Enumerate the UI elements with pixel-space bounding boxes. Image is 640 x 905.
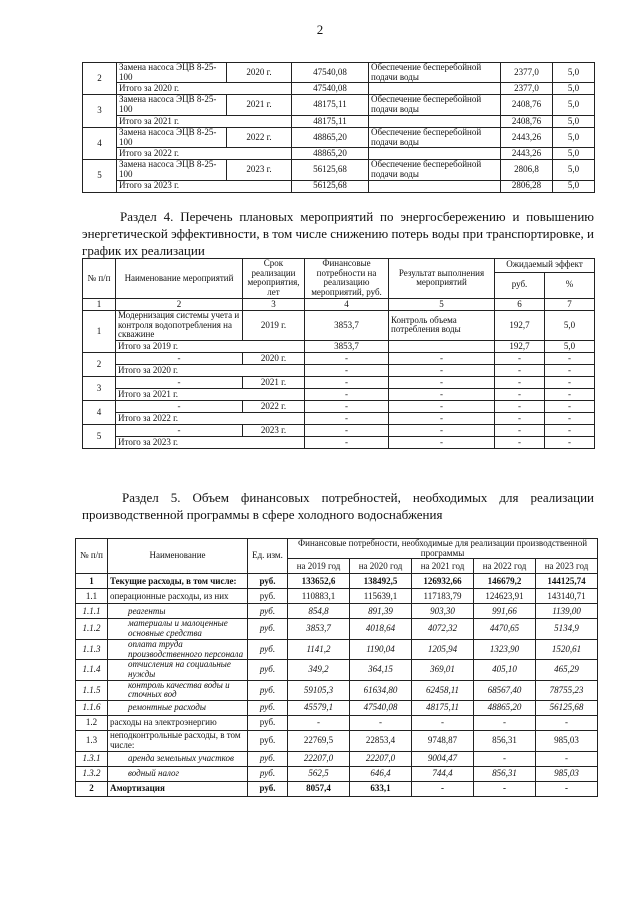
year-value: 48175,11 [412, 701, 474, 716]
effect-rub: 2806,8 [501, 160, 553, 180]
table-row [83, 353, 595, 365]
col-pct-header: % [545, 272, 595, 298]
page-number: 2 [316, 22, 324, 37]
total-row [83, 437, 595, 449]
year-value: 3853,7 [288, 619, 350, 639]
section-5-heading: Раздел 5. Объем финансовых потребностей, необходимых для реализации производственной программы в сфере холодного водоснабжения [82, 490, 594, 522]
total-row [83, 413, 595, 425]
row-number: 1 [76, 574, 108, 589]
total-label: Итого за 2021 г. [117, 115, 292, 127]
table-row [83, 63, 595, 83]
year-header: на 2021 год [412, 559, 474, 574]
year-value: 138492,5 [350, 574, 412, 589]
total-sum: 48175,11 [292, 115, 369, 127]
row-number: 4 [83, 127, 117, 159]
measure-result: - [389, 353, 495, 365]
item-name: отчисления на социальные нужды [108, 660, 248, 680]
item-name: операционные расходы, из них [108, 589, 248, 604]
table-row [76, 574, 598, 589]
year-value: 405,10 [474, 660, 536, 680]
total-result: - [389, 389, 495, 401]
row-number: 1 [83, 310, 116, 352]
year-value: 1520,61 [536, 639, 598, 659]
row-number: 1.1.1 [76, 604, 108, 619]
unit: руб. [248, 716, 288, 731]
year-value: - [288, 716, 350, 731]
effect-rub: - [495, 353, 545, 365]
year-value: 1139,00 [536, 604, 598, 619]
measures-table-body [83, 63, 595, 193]
measure-name: Замена насоса ЭЦВ 8-25-100 [117, 127, 227, 147]
item-name: неподконтрольные расходы, в том числе: [108, 731, 248, 751]
row-number: 1.3.1 [76, 751, 108, 766]
total-rub: 192,7 [495, 341, 545, 353]
measure-result: Обеспечение бесперебойной подачи воды [369, 63, 501, 83]
total-pct: - [545, 389, 595, 401]
year-value: 59105,3 [288, 680, 350, 700]
empty-cell [369, 148, 501, 160]
effect-pct: 5,0 [545, 310, 595, 340]
col-result-header: Результат выполнения мероприятий [389, 259, 495, 299]
total-sum: 3853,7 [305, 341, 389, 353]
empty-cell [389, 341, 495, 353]
measure-year: 2023 г. [243, 425, 305, 437]
total-sum: 56125,68 [292, 180, 369, 192]
total-result: - [389, 437, 495, 449]
table-row [76, 716, 598, 731]
fin-col-unit-header: Ед. изм. [248, 539, 288, 574]
table-row [83, 377, 595, 389]
effect-rub: - [495, 377, 545, 389]
measures-table-continuation [82, 62, 595, 193]
row-number: 5 [83, 425, 116, 449]
empty-cell [369, 83, 501, 95]
unit: руб. [248, 660, 288, 680]
year-value: 985,03 [536, 731, 598, 751]
row-number: 2 [76, 781, 108, 796]
measure-sum: 48175,11 [292, 95, 369, 115]
table-row [76, 604, 598, 619]
column-number: 7 [545, 298, 595, 310]
total-sum: - [305, 365, 389, 377]
fin-col-num-header: № п/п [76, 539, 108, 574]
total-pct: 5,0 [545, 341, 595, 353]
measure-result: Контроль объема потребления воды [389, 310, 495, 340]
total-sum: - [305, 437, 389, 449]
effect-pct: - [545, 353, 595, 365]
year-header: на 2023 год [536, 559, 598, 574]
item-name: реагенты [108, 604, 248, 619]
total-rub: 2408,76 [501, 115, 553, 127]
year-value: 5134,9 [536, 619, 598, 639]
col-fin-header: Финансовые потребности на реализацию мероприятий, руб. [305, 259, 389, 299]
year-value: 110883,1 [288, 589, 350, 604]
col-name-header: Наименование мероприятий [116, 259, 243, 299]
total-rub: 2377,0 [501, 83, 553, 95]
measure-year: 2020 г. [243, 353, 305, 365]
row-number: 2 [83, 63, 117, 95]
year-value: 45579,1 [288, 701, 350, 716]
year-value: 124623,91 [474, 589, 536, 604]
year-value: 4470,65 [474, 619, 536, 639]
measure-result: Обеспечение бесперебойной подачи воды [369, 95, 501, 115]
total-label: Итого за 2023 г. [117, 180, 292, 192]
table-row [76, 731, 598, 751]
year-value: 646,4 [350, 766, 412, 781]
measure-name: Замена насоса ЭЦВ 8-25-100 [117, 160, 227, 180]
measure-year: 2021 г. [243, 377, 305, 389]
total-pct: - [545, 437, 595, 449]
year-value: 22769,5 [288, 731, 350, 751]
year-value: 4018,64 [350, 619, 412, 639]
row-number: 4 [83, 401, 116, 425]
year-value: 891,39 [350, 604, 412, 619]
total-row [83, 341, 595, 353]
table-row [76, 701, 598, 716]
row-number: 1.3 [76, 731, 108, 751]
year-value: 856,31 [474, 731, 536, 751]
item-name: ремонтные расходы [108, 701, 248, 716]
year-value: 22207,0 [288, 751, 350, 766]
year-value: 744,4 [412, 766, 474, 781]
year-value: 22853,4 [350, 731, 412, 751]
col-effect-header: Ожидаемый эффект [495, 259, 595, 273]
total-pct: 5,0 [553, 115, 595, 127]
year-header: на 2020 год [350, 559, 412, 574]
total-rub: - [495, 413, 545, 425]
year-header: на 2022 год [474, 559, 536, 574]
year-value: - [474, 716, 536, 731]
year-value: 369,01 [412, 660, 474, 680]
total-rub: - [495, 389, 545, 401]
table-row [76, 680, 598, 700]
measure-name: - [116, 425, 243, 437]
year-value: 56125,68 [536, 701, 598, 716]
table-row [76, 781, 598, 796]
measure-year: 2023 г. [227, 160, 292, 180]
total-label: Итого за 2022 г. [116, 413, 305, 425]
total-label: Итого за 2022 г. [117, 148, 292, 160]
year-value: 1323,90 [474, 639, 536, 659]
column-number: 2 [116, 298, 243, 310]
year-value: 143140,71 [536, 589, 598, 604]
empty-cell [369, 115, 501, 127]
col-rub-header: руб. [495, 272, 545, 298]
measure-sum: - [305, 401, 389, 413]
item-name: аренда земельных участков [108, 751, 248, 766]
year-value: - [412, 781, 474, 796]
table-row [83, 95, 595, 115]
year-value: 144125,74 [536, 574, 598, 589]
year-value: 349,2 [288, 660, 350, 680]
unit: руб. [248, 680, 288, 700]
effect-pct: - [545, 377, 595, 389]
table-row [76, 660, 598, 680]
table-row [83, 310, 595, 340]
energy-saving-table [82, 258, 595, 449]
measure-year: 2020 г. [227, 63, 292, 83]
measure-year: 2019 г. [243, 310, 305, 340]
measure-name: - [116, 377, 243, 389]
unit: руб. [248, 751, 288, 766]
year-value: 4072,32 [412, 619, 474, 639]
year-value: - [536, 716, 598, 731]
measure-sum: 47540,08 [292, 63, 369, 83]
row-number: 3 [83, 95, 117, 127]
unit: руб. [248, 701, 288, 716]
item-name: оплата труда производственного персонала [108, 639, 248, 659]
year-value: 62458,11 [412, 680, 474, 700]
year-value: - [350, 716, 412, 731]
unit: руб. [248, 639, 288, 659]
year-value: 8057,4 [288, 781, 350, 796]
total-pct: 5,0 [553, 180, 595, 192]
total-pct: 5,0 [553, 83, 595, 95]
column-number: 6 [495, 298, 545, 310]
item-name: Амортизация [108, 781, 248, 796]
fin-col-name-header: Наименование [108, 539, 248, 574]
financial-needs-table [75, 538, 598, 797]
empty-cell [369, 180, 501, 192]
total-row [83, 180, 595, 192]
total-rub: - [495, 365, 545, 377]
year-value: 985,03 [536, 766, 598, 781]
total-row [83, 115, 595, 127]
year-value: 126932,66 [412, 574, 474, 589]
unit: руб. [248, 731, 288, 751]
total-result: - [389, 413, 495, 425]
measure-name: - [116, 353, 243, 365]
measure-sum: 56125,68 [292, 160, 369, 180]
total-pct: - [545, 413, 595, 425]
year-value: 903,30 [412, 604, 474, 619]
measure-name: - [116, 401, 243, 413]
total-rub: - [495, 437, 545, 449]
year-value: 856,31 [474, 766, 536, 781]
column-number: 5 [389, 298, 495, 310]
table-row [76, 589, 598, 604]
effect-rub: 2377,0 [501, 63, 553, 83]
year-value: 61634,80 [350, 680, 412, 700]
row-number: 1.1.5 [76, 680, 108, 700]
year-value: 854,8 [288, 604, 350, 619]
table-row [76, 619, 598, 639]
year-value: 48865,20 [474, 701, 536, 716]
row-number: 2 [83, 353, 116, 377]
total-sum: - [305, 413, 389, 425]
table-row [83, 127, 595, 147]
item-name: контроль качества воды и сточных вод [108, 680, 248, 700]
measure-result: Обеспечение бесперебойной подачи воды [369, 160, 501, 180]
item-name: материалы и малоценные основные средства [108, 619, 248, 639]
measure-year: 2022 г. [227, 127, 292, 147]
measure-result: - [389, 377, 495, 389]
col-term-header: Срок реализации мероприятия, лет [243, 259, 305, 299]
measure-sum: - [305, 425, 389, 437]
measure-result: - [389, 401, 495, 413]
measure-result: - [389, 425, 495, 437]
total-pct: 5,0 [553, 148, 595, 160]
measure-name: Замена насоса ЭЦВ 8-25-100 [117, 63, 227, 83]
measure-result: Обеспечение бесперебойной подачи воды [369, 127, 501, 147]
year-value: 47540,08 [350, 701, 412, 716]
row-number: 1.3.2 [76, 766, 108, 781]
year-value: 9004,47 [412, 751, 474, 766]
unit: руб. [248, 589, 288, 604]
effect-pct: 5,0 [553, 95, 595, 115]
total-sum: 48865,20 [292, 148, 369, 160]
year-value: - [474, 781, 536, 796]
year-value: 146679,2 [474, 574, 536, 589]
effect-rub: - [495, 401, 545, 413]
measure-year: 2021 г. [227, 95, 292, 115]
section-4-heading: Раздел 4. Перечень плановых мероприятий по энергосбережению и повышению энергетической эффективности, в том числе снижению потерь воды при транспортировке, и график их реализации [82, 209, 594, 258]
year-value: 1141,2 [288, 639, 350, 659]
unit: руб. [248, 766, 288, 781]
year-value: 133652,6 [288, 574, 350, 589]
fin-col-needs-header: Финансовые потребности, необходимые для реализации производственной программы [288, 539, 598, 559]
effect-rub: - [495, 425, 545, 437]
total-sum: 47540,08 [292, 83, 369, 95]
financial-needs-table-body [76, 574, 598, 796]
year-value: 465,29 [536, 660, 598, 680]
total-label: Итого за 2020 г. [116, 365, 305, 377]
measure-sum: - [305, 353, 389, 365]
total-sum: - [305, 389, 389, 401]
measure-sum: 3853,7 [305, 310, 389, 340]
row-number: 5 [83, 160, 117, 192]
measure-name: Замена насоса ЭЦВ 8-25-100 [117, 95, 227, 115]
year-value: 562,5 [288, 766, 350, 781]
year-value: 22207,0 [350, 751, 412, 766]
column-number-row [83, 298, 595, 310]
year-value: 364,15 [350, 660, 412, 680]
item-name: расходы на электроэнергию [108, 716, 248, 731]
measure-year: 2022 г. [243, 401, 305, 413]
column-number: 4 [305, 298, 389, 310]
table-row [76, 639, 598, 659]
total-result: - [389, 365, 495, 377]
table-row [83, 401, 595, 413]
year-value: 115639,1 [350, 589, 412, 604]
row-number: 1.1.4 [76, 660, 108, 680]
total-label: Итого за 2021 г. [116, 389, 305, 401]
unit: руб. [248, 574, 288, 589]
year-value: - [536, 781, 598, 796]
total-label: Итого за 2023 г. [116, 437, 305, 449]
total-rub: 2443,26 [501, 148, 553, 160]
year-value: 1190,04 [350, 639, 412, 659]
total-row [83, 148, 595, 160]
column-number: 3 [243, 298, 305, 310]
row-number: 1.1.6 [76, 701, 108, 716]
table-row [76, 751, 598, 766]
year-value: - [536, 751, 598, 766]
year-value: 9748,87 [412, 731, 474, 751]
year-value: 1205,94 [412, 639, 474, 659]
total-label: Итого за 2020 г. [117, 83, 292, 95]
year-value: 117183,79 [412, 589, 474, 604]
year-value: 68567,40 [474, 680, 536, 700]
measure-sum: - [305, 377, 389, 389]
total-label: Итого за 2019 г. [116, 341, 305, 353]
year-value: 991,66 [474, 604, 536, 619]
effect-rub: 2443,26 [501, 127, 553, 147]
unit: руб. [248, 619, 288, 639]
row-number: 1.1.2 [76, 619, 108, 639]
year-value: - [474, 751, 536, 766]
total-rub: 2806,28 [501, 180, 553, 192]
total-row [83, 389, 595, 401]
row-number: 1.2 [76, 716, 108, 731]
year-value: 78755,23 [536, 680, 598, 700]
total-pct: - [545, 365, 595, 377]
total-row [83, 365, 595, 377]
effect-pct: 5,0 [553, 160, 595, 180]
table-row [76, 766, 598, 781]
row-number: 1.1.3 [76, 639, 108, 659]
item-name: водный налог [108, 766, 248, 781]
table-row [83, 160, 595, 180]
table-row [83, 425, 595, 437]
effect-pct: - [545, 401, 595, 413]
measure-name: Модернизация системы учета и контроля водопотребления на скважине [116, 310, 243, 340]
measure-sum: 48865,20 [292, 127, 369, 147]
energy-saving-table-body [83, 310, 595, 448]
effect-rub: 192,7 [495, 310, 545, 340]
column-number: 1 [83, 298, 116, 310]
effect-pct: 5,0 [553, 63, 595, 83]
col-num-header: № п/п [83, 259, 116, 299]
year-value: 633,1 [350, 781, 412, 796]
year-header: на 2019 год [288, 559, 350, 574]
unit: руб. [248, 604, 288, 619]
total-row [83, 83, 595, 95]
unit: руб. [248, 781, 288, 796]
year-value: - [412, 716, 474, 731]
row-number: 1.1 [76, 589, 108, 604]
effect-rub: 2408,76 [501, 95, 553, 115]
row-number: 3 [83, 377, 116, 401]
item-name: Текущие расходы, в том числе: [108, 574, 248, 589]
effect-pct: - [545, 425, 595, 437]
effect-pct: 5,0 [553, 127, 595, 147]
